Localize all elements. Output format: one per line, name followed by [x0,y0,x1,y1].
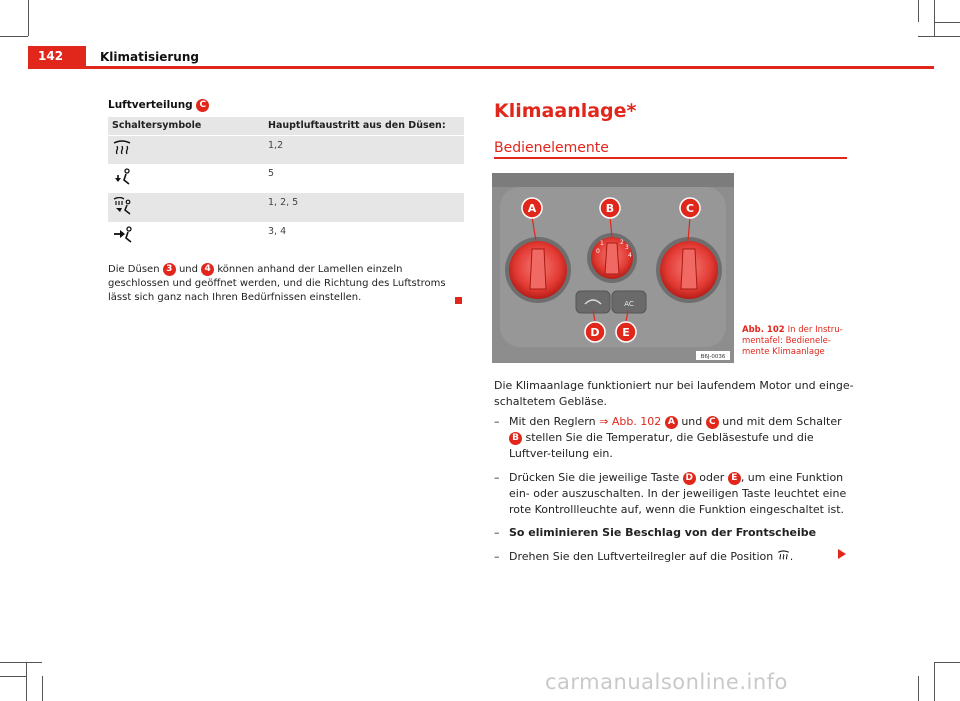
table-cell: 1,2 [264,135,464,164]
column-header: Hauptluftaustritt aus den Düsen: [264,117,464,135]
table-header-row [108,117,464,135]
airflow-footwell-icon [112,168,132,186]
chapter-title: Klimatisierung [100,50,199,64]
crop-mark [934,22,960,23]
knob-b-mark: 0 [596,248,600,255]
ref-marker: 4 [201,263,214,276]
table-row [108,193,464,222]
page-number: 142 [38,49,64,63]
crop-mark [0,662,42,663]
list-item: – Mit den Reglern ⇒ Abb. 102 A und C und mit dem Schalter B stellen Sie die Temperatur, die Gebläsestufe und die Luftver-teilung ein. [494,415,842,460]
list-item: – So eliminieren Sie Beschlag von der Frontscheibe [494,526,817,539]
label-b [600,198,620,218]
list-item: – Drücken Sie die jeweilige Taste D oder E , um eine Funktion ein- oder auszuschalten. In der jeweiligen Taste leuchtet eine rote Kontrollleuchte auf, wenn die Funktion eingeschaltet ist. [494,471,847,516]
table-row [108,222,464,251]
ref-marker: 3 [163,263,176,276]
defrost-windshield-icon [777,550,790,561]
crop-mark [934,662,960,663]
caption-label: Abb. 102 [742,325,785,335]
svg-text:B: B [605,202,615,215]
crop-mark [28,0,29,36]
ac-button-label: AC [624,300,634,308]
column-header: Schaltersymbole [108,117,264,135]
intro-paragraph: Die Klimaanlage funktioniert nur bei laufendem Motor und einge-schaltetem Gebläse. [494,379,854,408]
crop-mark [0,36,28,37]
defrost-windshield-icon [112,140,132,156]
table-row [108,135,464,164]
crop-mark [42,676,43,701]
ref-marker: E [728,472,741,485]
knob-b-mark: 1 [600,240,604,247]
ref-marker: C [706,416,719,429]
table-cell: 1, 2, 5 [264,193,464,222]
crop-mark [918,36,960,37]
climate-panel-illustration [492,173,734,363]
knob-b-mark: 2 [620,239,624,246]
table-row [108,164,464,193]
ref-marker: C [196,99,209,112]
recirculation-button [576,291,610,313]
crop-mark [0,676,26,677]
air-distribution-heading [108,99,209,112]
crop-mark [934,0,935,36]
crop-mark [26,662,27,701]
svg-text:D: D [590,326,600,339]
ref-marker: A [665,416,678,429]
label-d [585,322,605,342]
caption-text: In der Instru-mentafel: Bedienele-mente Klimaanlage [742,325,843,357]
table-cell: 3, 4 [268,226,287,237]
nozzle-paragraph: Die Düsen 3 und 4 können anhand der Lamellen einzeln geschlossen und geöffnet werden, und die Richtung des Luftstroms lässt sich ganz nach Ihren Bedürfnissen einstellen. [108,264,446,303]
section-title: Bedienelemente [494,140,609,156]
figure-code: B6J-0036 [700,354,726,360]
svg-text:C: C [685,202,695,215]
crop-mark [918,0,919,22]
label-e [616,322,636,342]
main-title: Klimaanlage* [494,100,637,122]
air-distribution-table [108,117,464,251]
airflow-windshield-footwell-icon [112,197,132,215]
crop-mark [934,662,935,701]
svg-text:A: A [527,202,537,215]
figure-caption [742,325,850,358]
heading-text: Luftverteilung [108,99,193,111]
knob-b-mark: 3 [625,244,629,251]
header-rule [28,66,934,69]
section-end-marker [455,297,462,304]
list-item: – Drehen Sie den Luftverteilregler auf die Position . [494,550,794,563]
section-rule [494,157,847,159]
label-a [522,198,542,218]
ref-marker: D [683,472,696,485]
airflow-upper-body-icon [112,226,134,244]
continue-arrow-icon [838,549,846,559]
crop-mark [918,676,919,701]
knob-b-mark: 4 [628,252,632,259]
ref-marker: B [509,432,522,445]
climate-control-figure [492,173,734,363]
figure-link[interactable]: ⇒ Abb. 102 [599,415,662,428]
label-c [680,198,700,218]
svg-text:E: E [622,326,630,339]
table-cell: 5 [268,168,275,179]
watermark: carmanualsonline.info [545,670,788,694]
